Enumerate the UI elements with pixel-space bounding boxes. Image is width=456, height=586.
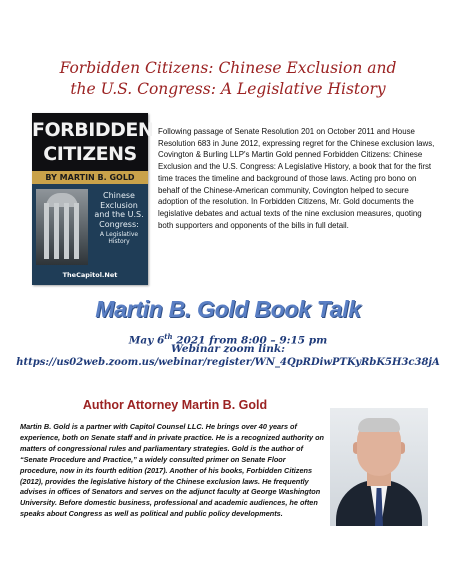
event-date-prefix: May 6 — [128, 334, 165, 347]
book-cover-author: BY MARTIN B. GOLD — [32, 171, 148, 184]
capitol-column — [64, 203, 69, 259]
book-cover-title-line2: CITIZENS — [43, 143, 137, 165]
book-description: Following passage of Senate Resolution 201 on October 2011 and House Resolution 683 in June 2012, expressing regret for the Chinese exclusion laws, Covington & Burling LLP's Martin Gold penned Forbidden Citizens: Chinese Exclusion and the U.S. Congress: A Legislative History, a book that for the first time traces the timeline and background of those laws. Acting pro bono on behalf of the Chinese-American community, Covington helped to secure adoption of the resolution. In Forbidden Citizens, Mr. Gold documents the legislative debates and actual texts of the nine exclusion measures, quoting both supporters and opponents of the bills in full detail. — [158, 127, 435, 230]
book-cover-publisher: TheCapitol.Net — [62, 271, 118, 279]
webinar-link[interactable]: https://us02web.zoom.us/webinar/register/WN_4QpRDiwPTKyRbK5H3c38jA — [16, 357, 440, 368]
capitol-photo — [36, 189, 88, 265]
book-cover-subtitle2: A Legislative History — [99, 231, 139, 245]
book-cover-subtitle: Chinese Exclusion and the U.S. Congress: — [94, 191, 144, 229]
event-date-sup: th — [164, 332, 173, 341]
event-title-line2: the U.S. Congress: A Legislative History — [70, 80, 386, 98]
event-date-suffix: 2021 from 8:00 – 9:15 pm — [172, 334, 328, 347]
capitol-column — [54, 203, 59, 259]
book-cover-title-line1: FORBIDDEN — [32, 119, 154, 141]
author-portrait — [330, 408, 428, 526]
book-cover-image — [32, 113, 154, 285]
book-talk-heading: Martin B. Gold Book Talk — [95, 296, 361, 322]
author-bio: Martin B. Gold is a partner with Capitol Counsel LLC. He brings over 40 years of experience, both on Senate staff and in private practice. He is a recognized authority on matters of congressional rules and parliamentary strategies. Gold is the author of “Senate Procedure and Practice,” a widely consulted primer on Senate Floor procedure, now in its fourth edition (2017). Another of his books, Forbidden Citizens (2012), provides the legislative history of the Chinese exclusion laws. He frequently advises in offices of Senators and serves on the adjunct faculty at George Washington University. Before domestic business, professional and academic audiences, he often speaks about Congress as well as political and public policy developments. — [20, 422, 324, 519]
event-title-line1: Forbidden Citizens: Chinese Exclusion and — [59, 59, 397, 77]
author-heading: Author Attorney Martin B. Gold — [82, 398, 268, 412]
portrait-hair — [358, 418, 400, 432]
capitol-column — [74, 203, 79, 259]
capitol-column — [44, 203, 49, 259]
webinar-label: Webinar zoom link: — [170, 343, 286, 355]
